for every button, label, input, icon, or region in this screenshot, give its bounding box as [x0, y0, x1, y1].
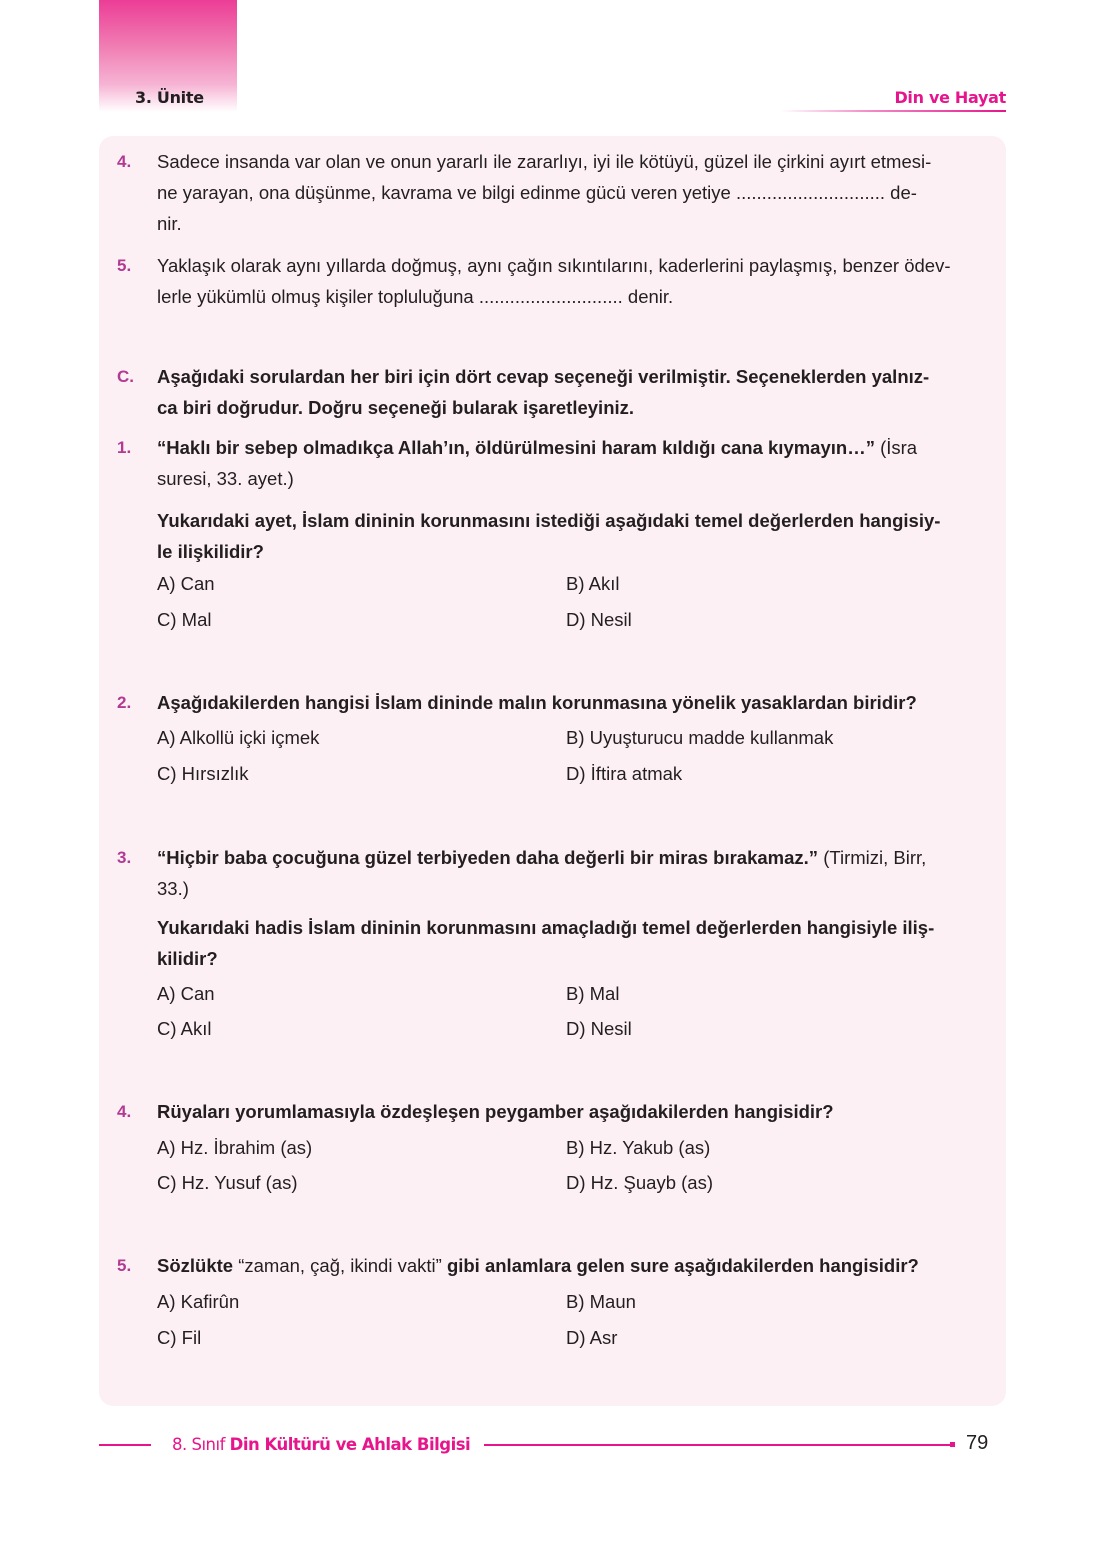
question-number: 5.: [117, 1256, 132, 1275]
option-d[interactable]: D) İftira atmak: [566, 763, 683, 784]
text-line: nir.: [157, 213, 182, 234]
source: (Tirmizi, Birr,: [818, 847, 927, 868]
source-continued: 33.): [157, 878, 189, 899]
text-line: ne yarayan, ona düşünme, kavrama ve bilgi edinme gücü veren yetiye ............................. de-: [157, 182, 917, 203]
source-continued: suresi, 33. ayet.): [157, 468, 294, 489]
question-number: 3.: [117, 848, 132, 867]
option-d[interactable]: D) Hz. Şuayb (as): [566, 1172, 714, 1193]
footer-rule-right: [484, 1444, 950, 1446]
item-text: [157, 250, 991, 312]
item-number: 4.: [117, 152, 132, 171]
option-b[interactable]: B) Mal: [566, 983, 620, 1004]
section-title-underline: [780, 110, 1006, 112]
text-line: lerle yükümlü olmuş kişiler topluluğuna ............................ denir.: [157, 286, 674, 307]
stem-bold: gibi anlamlara gelen sure aşağıdakilerden hangisidir?: [446, 1255, 919, 1276]
text-line: Aşağıdaki sorulardan her biri için dört cevap seçeneği verilmiştir. Seçeneklerden yalnız-: [157, 366, 930, 387]
section-letter: C.: [117, 367, 134, 386]
quote: “Haklı bir sebep olmadıkça Allah’ın, öldürülmesini haram kıldığı cana kıymayın…”: [157, 437, 875, 458]
section-title: Din ve Hayat: [894, 88, 1006, 107]
option-a[interactable]: A) Hz. İbrahim (as): [157, 1137, 313, 1158]
text-line: le ilişkilidir?: [157, 541, 264, 562]
option-d[interactable]: D) Nesil: [566, 1018, 632, 1039]
text-line: Yaklaşık olarak aynı yıllarda doğmuş, aynı çağın sıkıntılarını, kaderlerini paylaşmış, benzer ödev-: [157, 255, 951, 276]
option-b[interactable]: B) Akıl: [566, 573, 620, 594]
option-c[interactable]: C) Mal: [157, 609, 212, 630]
option-a[interactable]: A) Kafirûn: [157, 1291, 240, 1312]
question-stem: [157, 505, 991, 567]
question-number: 4.: [117, 1102, 132, 1121]
text-line: Yukarıdaki hadis İslam dininin korunmasını amaçladığı temel değerlerden hangisiyle iliş-: [157, 917, 935, 938]
quote: “Hiçbir baba çocuğuna güzel terbiyeden daha değerli bir miras bırakamaz.”: [157, 847, 819, 868]
question-stem: [157, 912, 991, 974]
option-c[interactable]: C) Hırsızlık: [157, 763, 249, 784]
stem-quote: “zaman, çağ, ikindi vakti”: [233, 1255, 447, 1276]
question-stem: Aşağıdakilerden hangisi İslam dininde malın korunmasına yönelik yasaklardan biridir?: [157, 692, 917, 713]
option-a[interactable]: A) Alkollü içki içmek: [157, 727, 320, 748]
question-stem: Rüyaları yorumlamasıyla özdeşleşen peygamber aşağıdakilerden hangisidir?: [157, 1101, 834, 1122]
option-a[interactable]: A) Can: [157, 983, 215, 1004]
instructions-text: [157, 361, 991, 423]
option-c[interactable]: C) Akıl: [157, 1018, 212, 1039]
text-line: Sadece insanda var olan ve onun yararlı ile zararlıyı, iyi ile kötüyü, güzel ile çirkini ayırt etmesi-: [157, 151, 932, 172]
question-stem: [157, 1250, 991, 1281]
option-d[interactable]: D) Nesil: [566, 609, 632, 630]
question-number: 2.: [117, 693, 132, 712]
option-b[interactable]: B) Hz. Yakub (as): [566, 1137, 711, 1158]
item-text: [157, 146, 991, 239]
stem-bold: Sözlükte: [157, 1255, 234, 1276]
option-b[interactable]: B) Uyuşturucu madde kullanmak: [566, 727, 834, 748]
text-line: ca biri doğrudur. Doğru seçeneği bularak işaretleyiniz.: [157, 397, 635, 418]
question-number: 1.: [117, 438, 132, 457]
option-a[interactable]: A) Can: [157, 573, 215, 594]
footer-book-title: [172, 1435, 470, 1454]
text-line: kilidir?: [157, 948, 218, 969]
footer-grade: 8. Sınıf: [172, 1435, 230, 1454]
option-c[interactable]: C) Hz. Yusuf (as): [157, 1172, 298, 1193]
source: (İsra: [874, 437, 918, 458]
page-number: 79: [966, 1432, 989, 1454]
item-number: 5.: [117, 256, 132, 275]
question-text: [157, 432, 991, 494]
text-line: Yukarıdaki ayet, İslam dininin korunmasını istediği aşağıdaki temel değerlerden hangisiy-: [157, 510, 941, 531]
footer-title: Din Kültürü ve Ahlak Bilgisi: [229, 1435, 471, 1454]
option-c[interactable]: C) Fil: [157, 1327, 202, 1348]
question-text: [157, 842, 991, 904]
unit-label: 3. Ünite: [135, 88, 204, 107]
footer-rule-left: [99, 1444, 151, 1446]
footer-dot-marker: [950, 1442, 955, 1447]
option-b[interactable]: B) Maun: [566, 1291, 636, 1312]
option-d[interactable]: D) Asr: [566, 1327, 618, 1348]
